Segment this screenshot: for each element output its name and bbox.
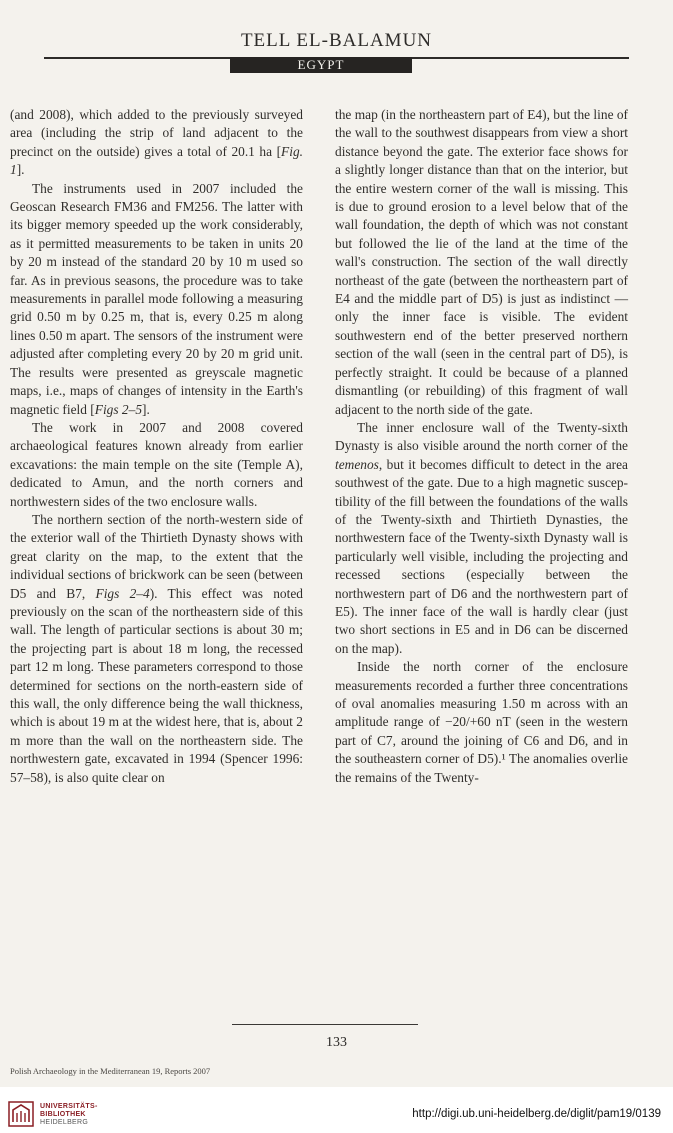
paragraph-text: The inner enclosure wall of the Twenty-sixth Dynasty is also visible around the north corner of the <box>335 419 628 454</box>
right-column <box>335 106 628 787</box>
paragraph: The work in 2007 and 2008 covered archaeological features known already from earlier excavations: the main temple on the site (Temple A), dedicated to Amun, and the north corners and northwestern sides of the two enclosure walls. <box>10 419 303 509</box>
paragraph <box>10 180 303 419</box>
figure-reference[interactable]: Fig. 1 <box>10 143 303 178</box>
footer-rule <box>232 1024 418 1025</box>
paragraph-text: The instruments used in 2007 included the Geoscan Research FM36 and FM256. The latter with its bigger memory speeded up the work considerably, as it permitted measurements to be taken in units 20 by 20 m instead of the standard 20 by 10 m used so far. As in previous seasons, the procedure was to take measurements in parallel mode following a measuring grid 0.50 m by 0.25 m, that is, every 0.25 m along lines 0.50 m apart. The sensors of the instrument were adjusted after completing every 20 by 20 m grid unit. The results were presented as greyscale magnetic maps, i.e., maps of changes of intensity in the Earth's magnetic field [ <box>10 180 303 417</box>
italic-term: temenos <box>335 456 379 472</box>
library-name <box>40 1103 98 1127</box>
library-name-line: HEIDELBERG <box>40 1119 89 1126</box>
page-number: 133 <box>326 1035 347 1050</box>
paragraph: the map (in the northeastern part of E4), but the line of the wall to the southwest disappears from view a short distance beyond the gate. The exterior face shows for a slightly longer distance than that on the interior, but the entire western corner of the wall is missing. This is due to ground erosion to a level below that of the wall foundation, the depth of which was not constant but followed the lie of the land at the time of the wall's construction. The section of the wall directly northeast of the gate (between the northeastern part of E4 and the middle part of D5) is just as indistinct — only the inner face is visible. The evident southwestern end of the better preserved northern section of the wall (seen in the central part of D5), is perfectly straight. It could be because of a planned dismantling (or rebuilding) of this fragment of wall adjacent to the north side of the gate. <box>335 107 629 417</box>
paragraph <box>10 106 303 180</box>
section-tab: EGYPT <box>230 57 412 73</box>
paragraph <box>10 511 303 787</box>
paragraph-text: (and 2008), which added to the previously surveyed area (including the strip of land adjacent to the precinct on the outside) gives a total of 20.1 ha [ <box>10 107 303 159</box>
paragraph: Inside the north corner of the enclosure measurements recorded a further three concentrations of oval anomalies measuring 1.50 m across with an amplitude range of −20/+60 nT (seen in the western part of C7, around the joining of C6 and D6, and in the southeastern corner of D5).¹ The anomalies overlie the remains of the Twenty- <box>335 659 628 785</box>
source-url-link[interactable]: http://digi.ub.uni-heidelberg.de/diglit/pam19/0139 <box>412 1108 661 1120</box>
left-column <box>10 106 303 787</box>
library-name-line: BIBLIOTHEK <box>40 1111 86 1118</box>
paragraph <box>335 419 628 658</box>
journal-citation: Polish Archaeology in the Mediterranean 19, Reports 2007 <box>10 1066 211 1076</box>
paragraph-text: ]. <box>16 162 25 178</box>
library-logo-icon[interactable] <box>8 1101 34 1127</box>
paragraph-text: ]. <box>142 401 150 417</box>
paragraph-text: The northern section of the north-western side of the exterior wall of the Thirtieth Dynasty shows with great clarity on the map, to the extent that the individual sections of brickwork can be seen (between D5 and B7, <box>10 511 303 601</box>
paragraph-text: ). This effect was noted previously on the scan of the northeastern side of this wall. The length of particular sections is about 30 m; the projecting part is about 18 m long, the recessed part 12 m long. These parameters correspond to those determined for sections on the north-eastern side of this wall, the only difference being the wall thickness, which is about 19 m at the widest here, that is, about 2 m more than the wall on the northeastern side. The northwestern gate, excavated in 1994 (Spencer 1996: 57–58), is also quite clear on <box>10 585 303 785</box>
library-name-line: UNIVERSITÄTS- <box>40 1103 98 1110</box>
figure-reference[interactable]: Figs 2–4 <box>95 585 150 601</box>
figure-reference[interactable]: Figs 2–5 <box>94 401 143 417</box>
running-head: TELL EL-BALAMUN <box>240 30 433 51</box>
paragraph-text: , but it becomes difficult to detect in the area southwest of the gate. Due to a high magnetic suscep-tibility of the fill between the foundations of the walls of the Twenty-sixth and Thirtieth Dynasties, the northwestern face of the Twenty-sixth Dynasty wall is particularly well visible, including the projecting and recessed sections (especially between the northwestern part of D6 and the northwestern part of E5). The inner face of the wall is hardly clear (just two short sections in E5 and in D6 can be discerned on the map). <box>335 456 628 656</box>
